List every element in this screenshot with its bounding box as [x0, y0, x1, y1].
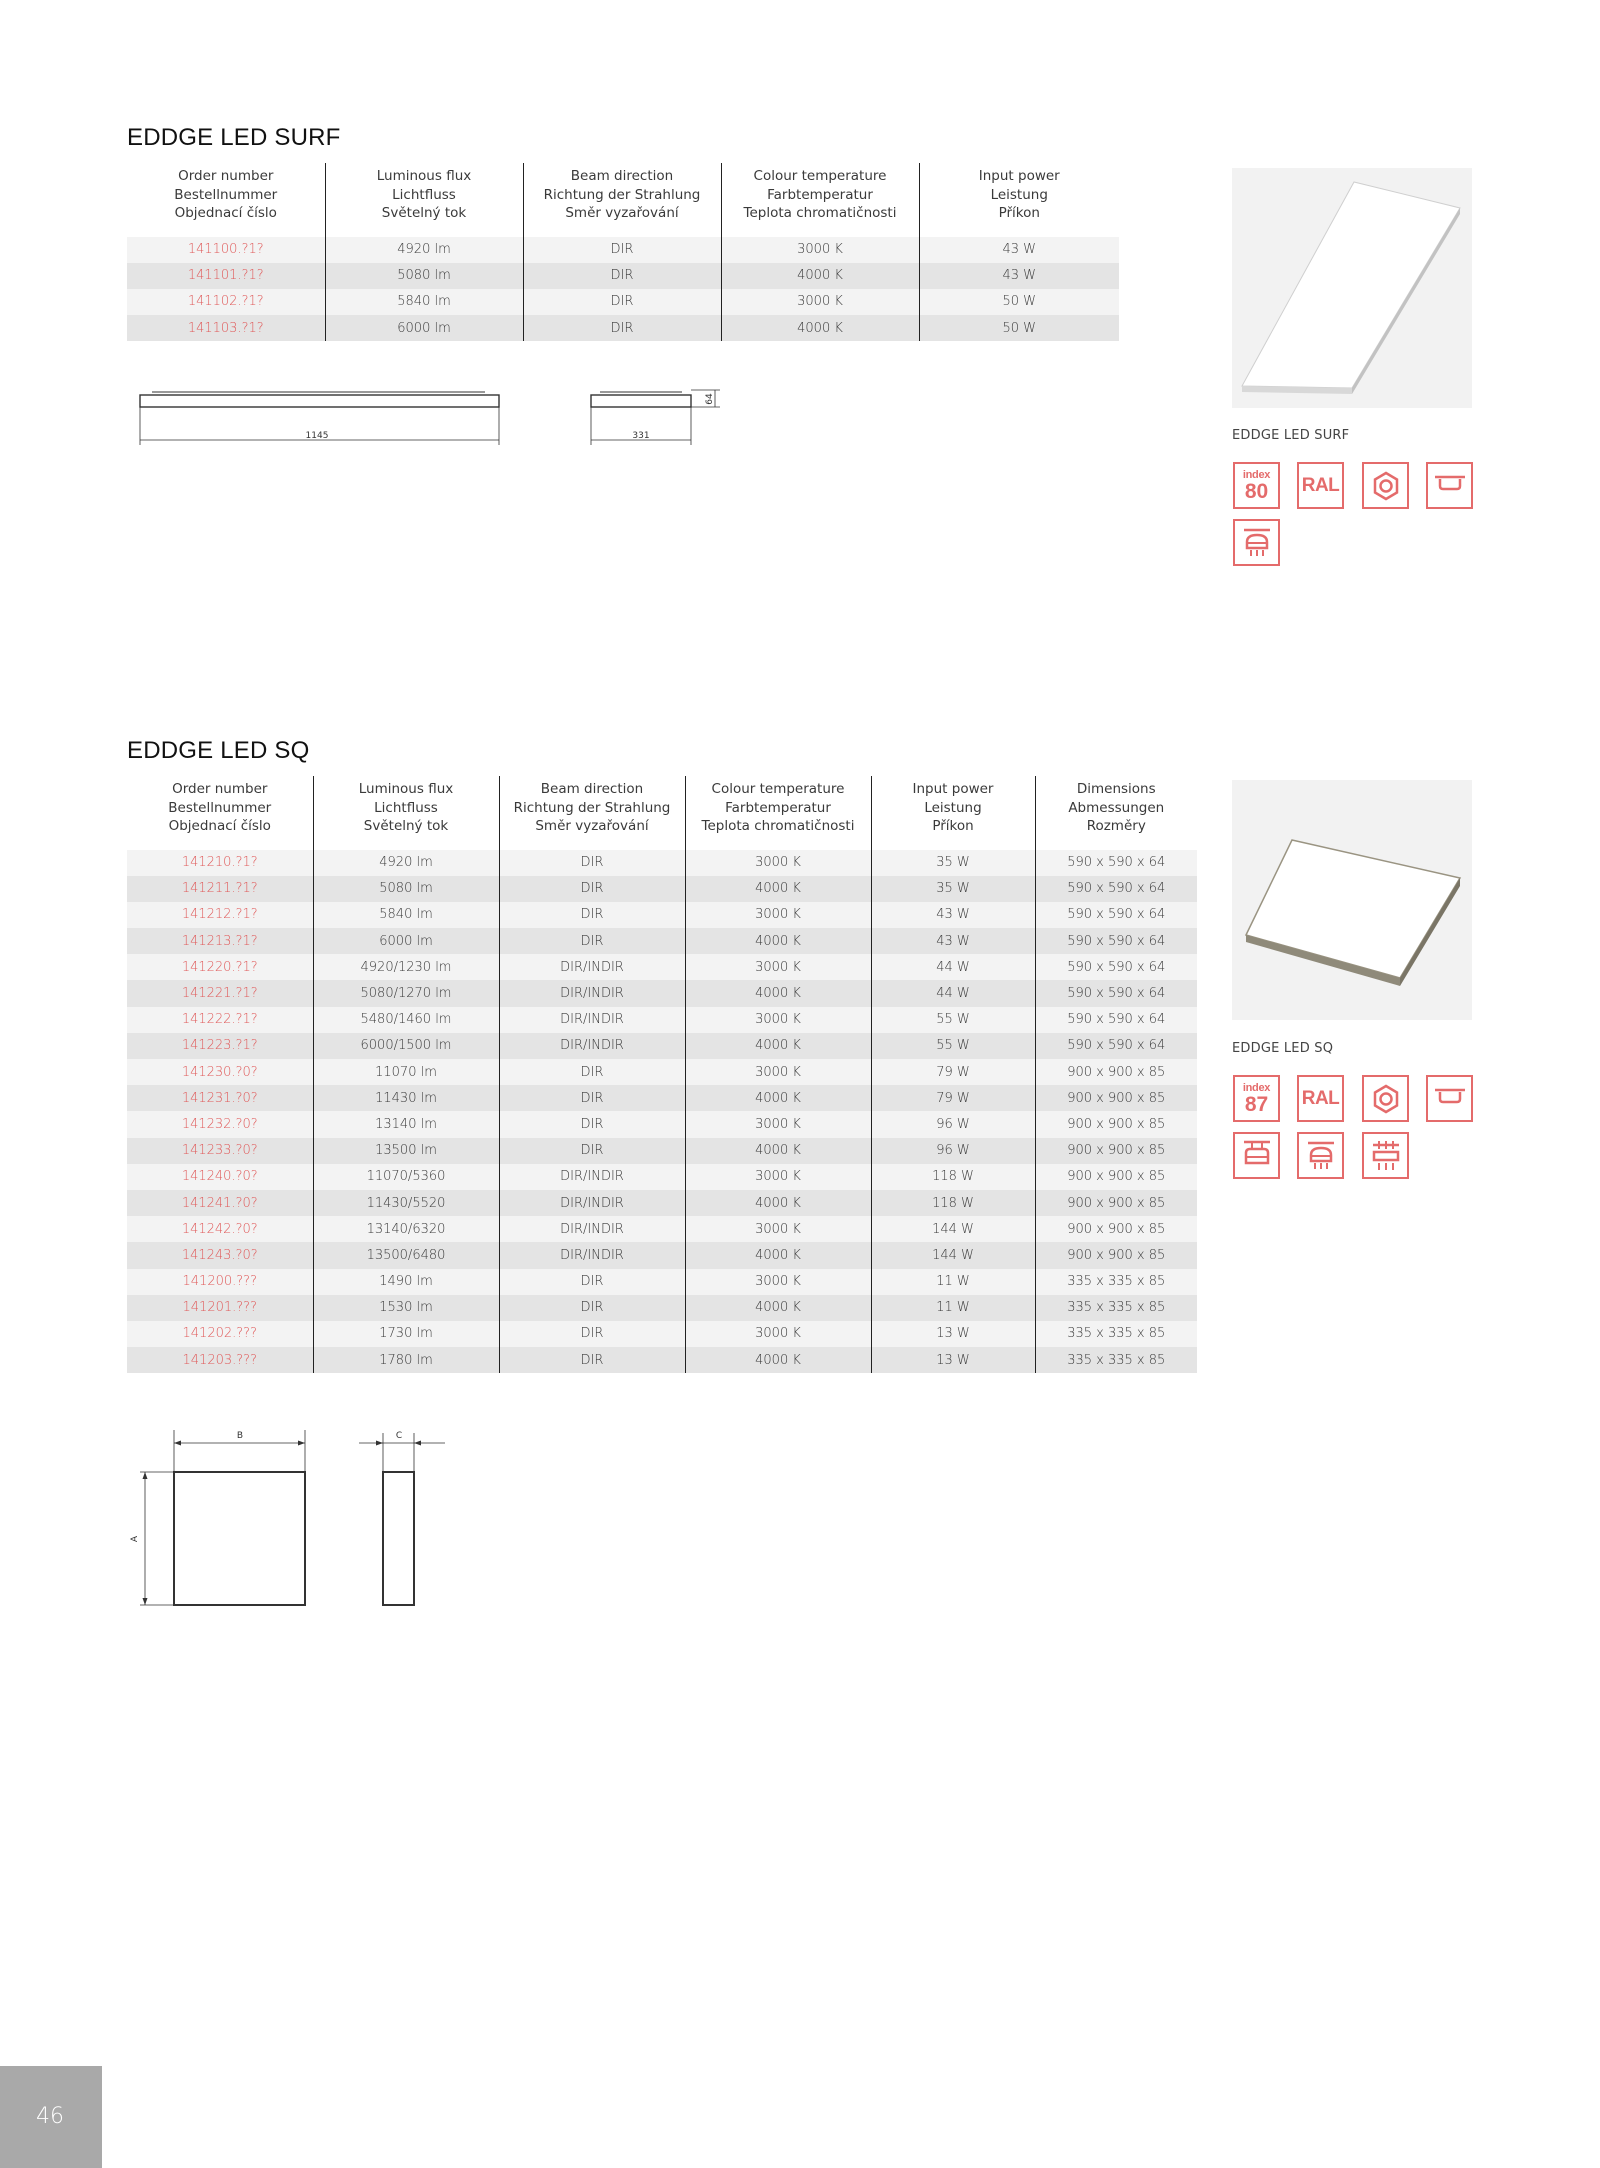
column-header-line: Leistung — [990, 186, 1048, 203]
table-row — [127, 902, 1197, 928]
table-cell: DIR — [499, 1347, 685, 1373]
table-cell: 11 W — [871, 1295, 1035, 1321]
table-cell: 11430/5520 — [313, 1190, 499, 1216]
grid-mount-icon — [1362, 1132, 1409, 1179]
order-number-cell: 141240.?0? — [127, 1164, 313, 1190]
order-number-cell: 141102.?1? — [127, 289, 325, 315]
column-header-line: Lichtfluss — [374, 799, 438, 816]
order-number-cell: 141231.?0? — [127, 1085, 313, 1111]
column-header-line: Luminous flux — [376, 168, 472, 184]
table-cell: 96 W — [871, 1138, 1035, 1164]
order-number-cell: 141242.?0? — [127, 1216, 313, 1242]
table-cell: 11070/5360 — [313, 1164, 499, 1190]
table-cell: 590 x 590 x 64 — [1035, 928, 1197, 954]
surf-spec-table — [127, 163, 1119, 341]
order-number-cell: 141200.??? — [127, 1269, 313, 1295]
column-header-line: Objednací číslo — [174, 205, 277, 221]
table-cell: 44 W — [871, 980, 1035, 1006]
surf-product-photo — [1232, 168, 1472, 408]
column-header-line: Světelný tok — [363, 818, 449, 834]
column-header-line: Příkon — [932, 818, 974, 834]
column-header-line: Bestellnummer — [168, 799, 272, 816]
table-cell: 335 x 335 x 85 — [1035, 1269, 1197, 1295]
order-number-cell: 141222.?1? — [127, 1007, 313, 1033]
surf-width-label: 331 — [632, 431, 650, 441]
order-number-cell: 141223.?1? — [127, 1033, 313, 1059]
order-number-cell: 141203.??? — [127, 1347, 313, 1373]
order-number-cell: 141230.?0? — [127, 1059, 313, 1085]
table-cell: DIR — [523, 263, 721, 289]
table-cell: 43 W — [919, 263, 1119, 289]
table-cell: DIR — [499, 1295, 685, 1321]
table-cell: 1490 lm — [313, 1269, 499, 1295]
table-row — [127, 928, 1197, 954]
column-header — [919, 163, 1119, 237]
column-header-line: Abmessungen — [1068, 799, 1165, 816]
table-cell: DIR — [499, 1138, 685, 1164]
table-row — [127, 980, 1197, 1006]
table-row — [127, 876, 1197, 902]
table-cell: 13140/6320 — [313, 1216, 499, 1242]
index-value: 80 — [1244, 479, 1269, 503]
column-header-line: Colour temperature — [753, 168, 887, 184]
table-cell: 79 W — [871, 1085, 1035, 1111]
table-cell: 900 x 900 x 85 — [1035, 1216, 1197, 1242]
table-row — [127, 1111, 1197, 1137]
order-number-cell: 141241.?0? — [127, 1190, 313, 1216]
table-row — [127, 263, 1119, 289]
surf-length-label: 1145 — [305, 431, 329, 441]
table-cell: 590 x 590 x 64 — [1035, 980, 1197, 1006]
table-cell: 4920 lm — [313, 850, 499, 876]
table-cell: 43 W — [871, 928, 1035, 954]
sq-dim-b-label: B — [236, 1431, 244, 1441]
column-header — [1035, 776, 1197, 850]
table-cell: DIR/INDIR — [499, 1242, 685, 1268]
table-cell: 4000 K — [685, 928, 871, 954]
order-number-cell: 141202.??? — [127, 1321, 313, 1347]
column-header — [127, 163, 325, 237]
column-header-line: Colour temperature — [711, 781, 845, 797]
table-cell: 4920 lm — [325, 237, 523, 263]
column-header-line: Farbtemperatur — [767, 186, 873, 203]
table-cell: DIR — [523, 315, 721, 341]
column-header-line: Objednací číslo — [168, 818, 271, 834]
table-row — [127, 1190, 1197, 1216]
column-header-line: Richtung der Strahlung — [513, 799, 671, 816]
table-cell: 4000 K — [685, 980, 871, 1006]
table-cell: 6000 lm — [313, 928, 499, 954]
table-row — [127, 954, 1197, 980]
table-cell: 13 W — [871, 1321, 1035, 1347]
table-cell: 5480/1460 lm — [313, 1007, 499, 1033]
table-cell: 3000 K — [685, 1164, 871, 1190]
column-header — [721, 163, 919, 237]
column-header-line: Beam direction — [540, 781, 644, 797]
table-cell: 900 x 900 x 85 — [1035, 1164, 1197, 1190]
table-cell: 900 x 900 x 85 — [1035, 1138, 1197, 1164]
table-cell: DIR — [499, 1321, 685, 1347]
column-header-line: Farbtemperatur — [725, 799, 831, 816]
table-row — [127, 1007, 1197, 1033]
table-cell: 13 W — [871, 1347, 1035, 1373]
table-cell: DIR/INDIR — [499, 1033, 685, 1059]
table-cell: 4000 K — [685, 1347, 871, 1373]
column-header-line: Bestellnummer — [174, 186, 278, 203]
column-header-line: Leistung — [924, 799, 982, 816]
table-cell: DIR — [499, 1269, 685, 1295]
column-header-line: Směr vyzařování — [565, 205, 679, 221]
ral-label: RAL — [1301, 1087, 1340, 1109]
sq-photo-caption: EDDGE LED SQ — [1232, 1041, 1334, 1056]
table-cell: 144 W — [871, 1216, 1035, 1242]
column-header-line: Beam direction — [570, 168, 674, 184]
table-cell: 13500 lm — [313, 1138, 499, 1164]
sq-dimension-drawing — [125, 1425, 465, 1615]
index-label: index — [1242, 468, 1271, 481]
table-cell: 35 W — [871, 876, 1035, 902]
sq-dim-a-label: A — [130, 1535, 140, 1543]
column-header — [325, 163, 523, 237]
table-cell: 11070 lm — [313, 1059, 499, 1085]
table-row — [127, 1138, 1197, 1164]
table-cell: 11430 lm — [313, 1085, 499, 1111]
order-number-cell: 141201.??? — [127, 1295, 313, 1321]
ral-icon — [1297, 1075, 1344, 1122]
index-87-icon — [1233, 1075, 1280, 1122]
table-cell: DIR — [499, 902, 685, 928]
table-body — [127, 237, 1119, 342]
column-header-line: Luminous flux — [358, 781, 454, 797]
surf-dimension-drawing — [130, 385, 730, 450]
table-cell: 43 W — [919, 237, 1119, 263]
column-header-line: Input power — [978, 168, 1060, 184]
column-header — [523, 163, 721, 237]
table-row — [127, 1059, 1197, 1085]
table-cell: 3000 K — [685, 1321, 871, 1347]
order-number-cell: 141220.?1? — [127, 954, 313, 980]
table-cell: DIR/INDIR — [499, 1007, 685, 1033]
table-cell: 4000 K — [685, 1138, 871, 1164]
order-number-cell: 141221.?1? — [127, 980, 313, 1006]
table-cell: DIR — [499, 1059, 685, 1085]
table-cell: 44 W — [871, 954, 1035, 980]
column-header — [313, 776, 499, 850]
column-header-line: Input power — [912, 781, 994, 797]
table-cell: DIR/INDIR — [499, 954, 685, 980]
table-cell: 3000 K — [685, 850, 871, 876]
table-cell: 79 W — [871, 1059, 1035, 1085]
table-cell: 590 x 590 x 64 — [1035, 954, 1197, 980]
sq-dim-c-label: C — [395, 1431, 403, 1441]
column-header — [685, 776, 871, 850]
table-cell: DIR/INDIR — [499, 1164, 685, 1190]
page-number: 46 — [36, 2104, 64, 2129]
table-body — [127, 850, 1197, 1374]
column-header-line: Světelný tok — [381, 205, 467, 221]
order-number-cell: 141232.?0? — [127, 1111, 313, 1137]
table-cell: 3000 K — [685, 1216, 871, 1242]
sq-title: EDDGE LED SQ — [127, 737, 310, 764]
table-row — [127, 1321, 1197, 1347]
table-cell: 13140 lm — [313, 1111, 499, 1137]
surf-photo-caption: EDDGE LED SURF — [1232, 428, 1350, 443]
table-cell: DIR — [523, 289, 721, 315]
table-cell: 55 W — [871, 1033, 1035, 1059]
table-cell: 590 x 590 x 64 — [1035, 1033, 1197, 1059]
table-cell: 3000 K — [721, 289, 919, 315]
order-number-cell: 141210.?1? — [127, 850, 313, 876]
order-number-cell: 141243.?0? — [127, 1242, 313, 1268]
column-header-line: Richtung der Strahlung — [543, 186, 701, 203]
surface-mount-icon — [1426, 462, 1473, 509]
table-cell: 900 x 900 x 85 — [1035, 1085, 1197, 1111]
table-cell: 590 x 590 x 64 — [1035, 902, 1197, 928]
table-cell: 4000 K — [685, 1295, 871, 1321]
column-header — [871, 776, 1035, 850]
table-cell: 1530 lm — [313, 1295, 499, 1321]
table-row — [127, 1269, 1197, 1295]
table-cell: DIR — [499, 1111, 685, 1137]
table-cell: 118 W — [871, 1164, 1035, 1190]
table-cell: 5080 lm — [325, 263, 523, 289]
column-header-line: Lichtfluss — [392, 186, 456, 203]
table-cell: DIR — [499, 1085, 685, 1111]
table-cell: 900 x 900 x 85 — [1035, 1059, 1197, 1085]
hexagon-nut-icon — [1362, 1075, 1409, 1122]
surf-height-label: 64 — [705, 393, 715, 405]
table-cell: 4000 K — [685, 1190, 871, 1216]
table-cell: 6000 lm — [325, 315, 523, 341]
table-row — [127, 1216, 1197, 1242]
table-cell: 3000 K — [685, 954, 871, 980]
table-cell: 3000 K — [685, 1111, 871, 1137]
table-cell: 3000 K — [685, 1269, 871, 1295]
suspended-indirect-icon — [1233, 1132, 1280, 1179]
table-header-row — [127, 163, 1119, 237]
index-value: 87 — [1244, 1092, 1269, 1116]
ral-label: RAL — [1301, 474, 1340, 496]
order-number-cell: 141212.?1? — [127, 902, 313, 928]
table-cell: 5840 lm — [313, 902, 499, 928]
table-row — [127, 1033, 1197, 1059]
column-header — [499, 776, 685, 850]
table-row — [127, 1242, 1197, 1268]
table-cell: 4000 K — [721, 263, 919, 289]
column-header-line: Teplota chromatičnosti — [743, 205, 897, 221]
table-cell: 4920/1230 lm — [313, 954, 499, 980]
table-cell: 1730 lm — [313, 1321, 499, 1347]
column-header-line: Dimensions — [1076, 781, 1156, 797]
column-header-line: Příkon — [998, 205, 1040, 221]
table-cell: 55 W — [871, 1007, 1035, 1033]
index-80-icon — [1233, 462, 1280, 509]
table-cell: 3000 K — [721, 237, 919, 263]
table-row — [127, 850, 1197, 876]
table-cell: 11 W — [871, 1269, 1035, 1295]
column-header-line: Rozměry — [1086, 818, 1146, 834]
table-cell: 144 W — [871, 1242, 1035, 1268]
table-cell: 50 W — [919, 289, 1119, 315]
order-number-cell: 141211.?1? — [127, 876, 313, 902]
hexagon-nut-icon — [1362, 462, 1409, 509]
order-number-cell: 141103.?1? — [127, 315, 325, 341]
table-cell: DIR/INDIR — [499, 980, 685, 1006]
column-header-line: Order number — [172, 781, 268, 797]
table-cell: 5080/1270 lm — [313, 980, 499, 1006]
table-cell: DIR/INDIR — [499, 1190, 685, 1216]
table-cell: 13500/6480 — [313, 1242, 499, 1268]
table-cell: 5080 lm — [313, 876, 499, 902]
table-header-row — [127, 776, 1197, 850]
table-cell: 3000 K — [685, 902, 871, 928]
table-cell: 335 x 335 x 85 — [1035, 1321, 1197, 1347]
column-header-line: Směr vyzařování — [535, 818, 649, 834]
order-number-cell: 141100.?1? — [127, 237, 325, 263]
table-cell: 4000 K — [685, 1033, 871, 1059]
surface-mount-icon — [1426, 1075, 1473, 1122]
ral-icon — [1297, 462, 1344, 509]
table-cell: 35 W — [871, 850, 1035, 876]
table-cell: 43 W — [871, 902, 1035, 928]
table-cell: 4000 K — [721, 315, 919, 341]
table-cell: DIR — [523, 237, 721, 263]
order-number-cell: 141233.?0? — [127, 1138, 313, 1164]
table-cell: 335 x 335 x 85 — [1035, 1347, 1197, 1373]
table-cell: DIR/INDIR — [499, 1216, 685, 1242]
table-cell: 590 x 590 x 64 — [1035, 876, 1197, 902]
table-row — [127, 1164, 1197, 1190]
table-cell: 4000 K — [685, 876, 871, 902]
table-cell: 4000 K — [685, 1085, 871, 1111]
table-cell: 3000 K — [685, 1059, 871, 1085]
table-cell: 6000/1500 lm — [313, 1033, 499, 1059]
table-cell: 118 W — [871, 1190, 1035, 1216]
table-cell: 3000 K — [685, 1007, 871, 1033]
table-row — [127, 237, 1119, 263]
table-row — [127, 1085, 1197, 1111]
table-row — [127, 289, 1119, 315]
table-cell: DIR — [499, 850, 685, 876]
order-number-cell: 141101.?1? — [127, 263, 325, 289]
table-row — [127, 1295, 1197, 1321]
column-header-line: Teplota chromatičnosti — [701, 818, 855, 834]
surf-title: EDDGE LED SURF — [127, 124, 341, 151]
sq-spec-table — [127, 776, 1197, 1373]
index-label: index — [1242, 1081, 1271, 1094]
order-number-cell: 141213.?1? — [127, 928, 313, 954]
table-cell: 5840 lm — [325, 289, 523, 315]
column-header-line: Order number — [178, 168, 274, 184]
table-cell: 900 x 900 x 85 — [1035, 1242, 1197, 1268]
table-cell: 1780 lm — [313, 1347, 499, 1373]
table-row — [127, 1347, 1197, 1373]
table-row — [127, 315, 1119, 341]
pendant-mount-icon — [1297, 1132, 1344, 1179]
table-cell: 50 W — [919, 315, 1119, 341]
pendant-mount-icon — [1233, 519, 1280, 566]
table-cell: 335 x 335 x 85 — [1035, 1295, 1197, 1321]
sq-product-photo — [1232, 780, 1472, 1020]
table-cell: DIR — [499, 876, 685, 902]
table-cell: DIR — [499, 928, 685, 954]
table-cell: 590 x 590 x 64 — [1035, 850, 1197, 876]
table-cell: 590 x 590 x 64 — [1035, 1007, 1197, 1033]
table-cell: 4000 K — [685, 1242, 871, 1268]
column-header — [127, 776, 313, 850]
table-cell: 96 W — [871, 1111, 1035, 1137]
table-cell: 900 x 900 x 85 — [1035, 1190, 1197, 1216]
table-cell: 900 x 900 x 85 — [1035, 1111, 1197, 1137]
